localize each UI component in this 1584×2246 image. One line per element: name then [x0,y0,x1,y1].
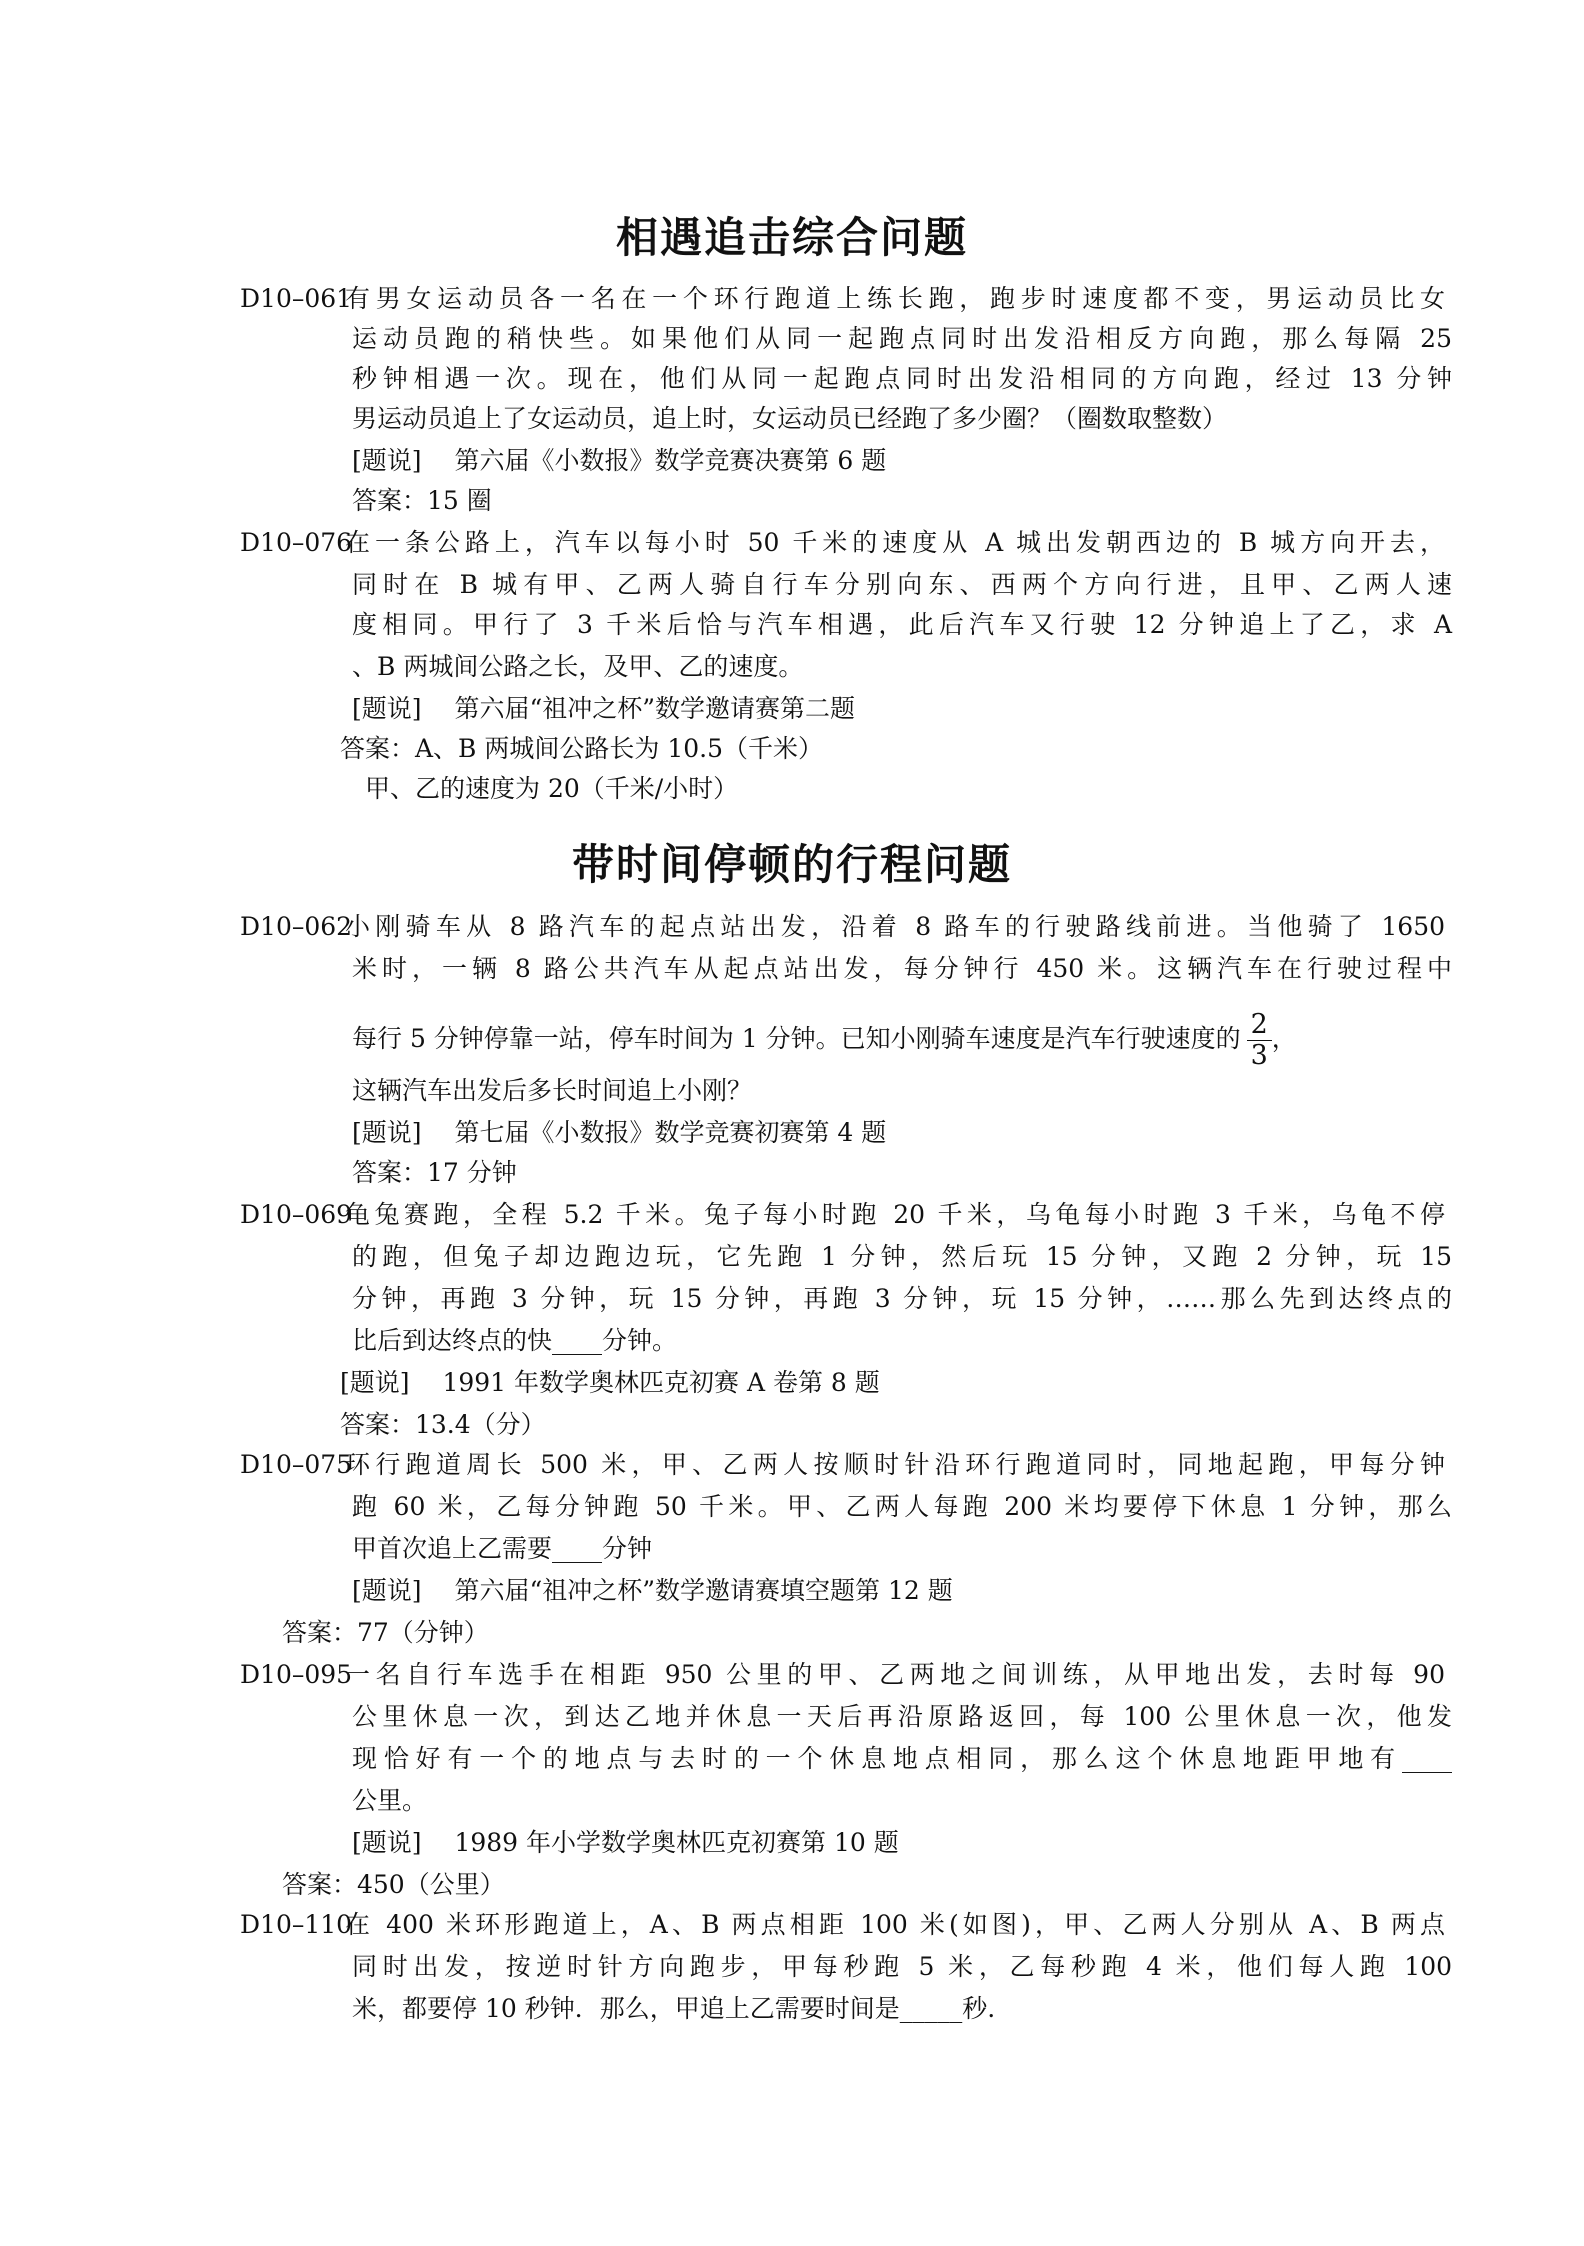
problem-source: [题说] 1991 年数学奥林匹克初赛 A 卷第 8 题 [340,1368,880,1397]
problem-text-line: 米，都要停 10 秒钟．那么，甲追上乙需要时间是_____秒. [352,1994,996,2023]
problem-text-segment: 每行 5 分钟停靠一站，停车时间为 1 分钟。已知小刚骑车速度是汽车行驶速度的 [352,1024,1241,1053]
problem-text-segment: ， [1271,1024,1297,1053]
problem-text-line: 男运动员追上了女运动员，追上时，女运动员已经跑了多少圈？（圈数取整数） [352,404,1228,433]
problem-answer: 答案：15 圈 [352,486,492,515]
problem-text-line: 公里。 [352,1786,428,1815]
problem-answer: 答案：77（分钟） [282,1618,489,1647]
fraction-numerator: 2 [1247,1010,1272,1041]
problem-text-line: 、B 两城间公路之长，及甲、乙的速度。 [352,652,804,681]
fraction-denominator: 3 [1250,1040,1268,1071]
problem-text-line: 在一条公路上，汽车以每小时 50 千米的速度从 A 城出发朝西边的 B 城方向开去， [345,528,1445,557]
problem-id: D10–075 [240,1450,353,1479]
problem-text-line: 同时在 B 城有甲、乙两人骑自行车分别向东、西两个方向行进，且甲、乙两人速 [352,570,1452,599]
problem-answer: 答案：13.4（分） [340,1410,546,1439]
problem-text-line: 在 400 米环形跑道上，A、B 两点相距 100 米(如图)，甲、乙两人分别从 A、B 两点 [345,1910,1445,1939]
problem-text-line: 甲首次追上乙需要____分钟 [352,1534,653,1563]
problem-text-line: 的跑，但兔子却边跑边玩，它先跑 1 分钟，然后玩 15 分钟，又跑 2 分钟，玩 15 [352,1242,1452,1271]
problem-answer: 答案：A、B 两城间公路长为 10.5（千米） [340,734,823,763]
problem-text-line: 运动员跑的稍快些。如果他们从同一起跑点同时出发沿相反方向跑，那么每隔 25 [352,324,1452,353]
problem-answer-continued: 甲、乙的速度为 20（千米/小时） [365,774,739,803]
problem-text-line: 这辆汽车出发后多长时间追上小刚？ [352,1076,753,1105]
problem-text-line: 跑 60 米，乙每分钟跑 50 千米。甲、乙两人每跑 200 米均要停下休息 1 分钟，那么 [352,1492,1452,1521]
problem-text-line: 同时出发，按逆时针方向跑步，甲每秒跑 5 米，乙每秒跑 4 米，他们每人跑 100 [352,1952,1452,1981]
problem-source: [题说] 第六届“祖冲之杯”数学邀请赛填空题第 12 题 [352,1576,953,1605]
problem-source: [题说] 第六届《小数报》数学竞赛决赛第 6 题 [352,446,887,475]
problem-text-line: 有男女运动员各一名在一个环行跑道上练长跑，跑步时速度都不变，男运动员比女 [345,284,1445,313]
problem-id: D10–110 [240,1910,353,1939]
problem-text-line: 比后到达终点的快____分钟。 [352,1326,678,1355]
problem-text-line: 现恰好有一个的地点与去时的一个休息地点相同，那么这个休息地距甲地有____ [352,1744,1452,1773]
problem-source: [题说] 1989 年小学数学奥林匹克初赛第 10 题 [352,1828,899,1857]
problem-text-line: 环行跑道周长 500 米，甲、乙两人按顺时针沿环行跑道同时，同地起跑，甲每分钟 [345,1450,1445,1479]
problem-text-line: 小刚骑车从 8 路汽车的起点站出发，沿着 8 路车的行驶路线前进。当他骑了 1650 [345,912,1445,941]
problem-id: D10–076 [240,528,353,557]
section-title: 带时间停顿的行程问题 [571,840,1012,889]
problem-text-line: 秒钟相遇一次。现在，他们从同一起跑点同时出发沿相同的方向跑，经过 13 分钟 [352,364,1452,393]
problem-id: D10–095 [240,1660,353,1689]
problem-text-line: 龟兔赛跑，全程 5.2 千米。兔子每小时跑 20 千米，乌龟每小时跑 3 千米，乌龟不停 [345,1200,1445,1229]
problem-id: D10–061 [240,284,353,313]
fraction [1247,1010,1272,1071]
problem-text-line-with-fraction [352,1010,1297,1071]
problem-source: [题说] 第七届《小数报》数学竞赛初赛第 4 题 [352,1118,887,1147]
problem-source: [题说] 第六届“祖冲之杯”数学邀请赛第二题 [352,694,856,723]
problem-answer: 答案：17 分钟 [352,1158,517,1187]
problem-text-line: 度相同。甲行了 3 千米后恰与汽车相遇，此后汽车又行驶 12 分钟追上了乙，求 A [352,610,1452,639]
problem-id: D10–062 [240,912,353,941]
problem-answer: 答案：450（公里） [282,1870,505,1899]
problem-text-line: 公里休息一次，到达乙地并休息一天后再沿原路返回，每 100 公里休息一次，他发 [352,1702,1452,1731]
problem-text-line: 一名自行车选手在相距 950 公里的甲、乙两地之间训练，从甲地出发，去时每 90 [345,1660,1445,1689]
problem-id: D10–069 [240,1200,353,1229]
section-title: 相遇追击综合问题 [615,213,968,262]
problem-text-line: 分钟，再跑 3 分钟，玩 15 分钟，再跑 3 分钟，玩 15 分钟，……那么先到达终点的 [352,1284,1452,1313]
problem-text-line: 米时，一辆 8 路公共汽车从起点站出发，每分钟行 450 米。这辆汽车在行驶过程中 [352,954,1452,983]
